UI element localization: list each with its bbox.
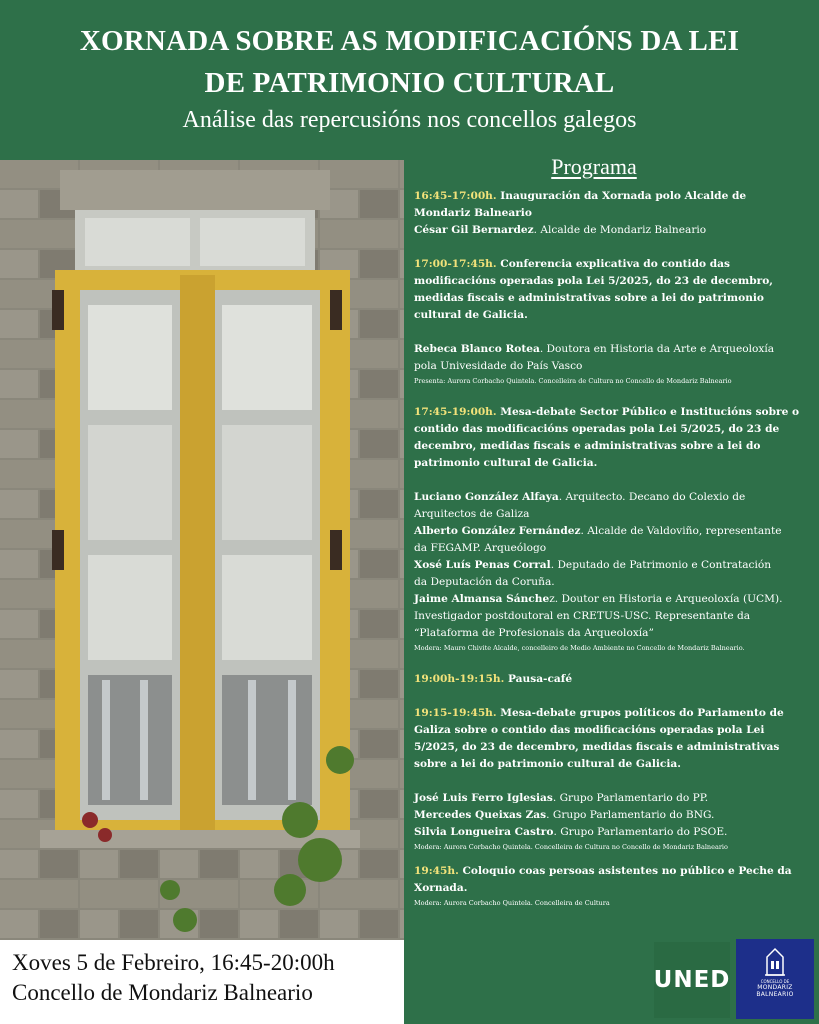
speaker-role: z. Doutor en Historia e Arqueoloxía (UCM). [549,593,783,605]
program-item-public-debate [414,404,812,472]
speaker-role: . Deputado de Patrimonio e Contratación [550,559,772,571]
speaker-role: “Plataforma de Profesionais da Arqueoloxía” [414,627,654,639]
program-title: Mesa-debate Sector Público e Institucións sobre o [500,406,800,418]
speaker-name: Mercedes Queixas Zas [414,809,547,821]
speaker-role: . Arquitecto. Decano do Colexio de [558,491,746,503]
program-item-panelists [414,489,812,654]
program-heading: Programa [551,154,637,179]
program-title: Conferencia explicativa do contido das [500,258,730,270]
window-illustration [0,160,404,940]
event-date: Xoves 5 de Febreiro, 16:45-20:00h [12,950,335,975]
program-time: 17:45-19:00h. [414,406,497,418]
speaker-name: César Gil Bernardez [414,224,534,236]
concello-logo [736,939,814,1019]
speaker-name: Silvia Longueira Castro [414,826,554,838]
speaker-role: . Alcalde de Valdoviño, representante [580,525,782,537]
concello-logo-line2: BALNEARIO [756,991,794,998]
speaker-role: . Grupo Parlamentario do PP. [552,792,709,804]
speaker-name: Luciano González Alfaya [414,491,559,503]
speaker-role: pola Univesidade do País Vasco [414,360,583,372]
moderator-note: Modera: Mauro Chivite Alcalde, concelleiro de Medio Ambiente no Concello de Mondariz Balneario. [414,644,745,652]
program-item-political-debate [414,705,812,773]
speaker-role: da FEGAMP. Arqueólogo [414,542,547,554]
program-time: 17:00-17:45h. [414,258,497,270]
event-place: Concello de Mondariz Balneario [12,980,313,1005]
program-title: decembro, medidas fiscais e administrativas sobre a lei do [414,440,761,452]
speaker-name: Jaime Almansa Sánche [414,593,550,605]
program-time: 19:00h-19:15h. [414,673,505,685]
program-item-closing [414,863,812,909]
event-title-line-2: DE PATRIMONIO CULTURAL [204,67,615,99]
event-info-box [0,940,404,1024]
speaker-role: . Grupo Parlamentario do BNG. [546,809,715,821]
speaker-name: Alberto González Fernández [414,525,581,537]
event-subtitle: Análise das repercusións nos concellos galegos [182,107,637,133]
program-title: Mondariz Balneario [414,207,532,219]
program [414,150,812,926]
speaker-role: Investigador postdoutoral en CRETUS-USC. Representante da [414,610,751,622]
program-title: contido das modificacións operadas pola Lei 5/2025, do 23 de [414,423,780,435]
event-title [40,20,779,104]
program-title: Pausa-café [507,673,573,685]
header [0,0,819,160]
window-photo [0,160,404,940]
program-title: Xornada. [414,882,468,894]
concello-logo-line1: MONDARIZ [757,984,793,991]
uned-logo [654,942,730,1018]
moderator-note: Modera: Aurora Corbacho Quintela. Concelleira de Cultura [414,899,610,907]
speaker-role: . Doutora en Historia da Arte e Arqueoloxía [539,343,775,355]
program-item-coffee-break [414,671,812,688]
program-title: Mesa-debate grupos políticos do Parlamento de [500,707,784,719]
program-title: cultural de Galicia. [414,309,528,321]
program-item-speaker [414,341,812,387]
program-title: Coloquio coas persoas asistentes no público e Peche da [462,865,792,877]
program-item-inauguration [414,188,812,239]
program-title: patrimonio cultural de Galicia. [414,457,598,469]
speaker-role: da Deputación da Coruña. [414,576,555,588]
speaker-name: Xosé Luís Penas Corral [414,559,551,571]
program-title: 5/2025, do 23 de decembro, medidas fiscais e administrativas [414,741,780,753]
program-time: 19:45h. [414,865,459,877]
program-title: medidas fiscais e administrativas sobre a lei do patrimonio [414,292,764,304]
uned-logo-text: UNED [653,967,731,993]
program-title: sobre a lei do patrimonio cultural de Galicia. [414,758,681,770]
speaker-role: Arquitectos de Galiza [414,508,530,520]
program-title: Galiza sobre o contido das modificacións operadas pola Lei [414,724,765,736]
moderator-note: Modera: Aurora Corbacho Quintela. Concelleira de Cultura no Concello de Mondariz Balneario [414,843,728,851]
speaker-name: Rebeca Blanco Rotea [414,343,540,355]
concello-logo-small: CONCELLO DE [760,979,790,984]
program-time: 19:15-19:45h. [414,707,497,719]
program-item-political-panelists [414,790,812,853]
program-title: modificacións operadas pola Lei 5/2025, do 23 de decembro, [414,275,773,287]
program-item-conference [414,256,812,324]
speaker-role: . Grupo Parlamentario do PSOE. [553,826,728,838]
building-icon [763,947,787,977]
program-time: 16:45-17:00h. [414,190,497,202]
speaker-name: José Luis Ferro Iglesias [414,792,553,804]
program-title: Inauguración da Xornada polo Alcalde de [500,190,747,202]
speaker-role: . Alcalde de Mondariz Balneario [533,224,707,236]
presenter-note: Presenta: Aurora Corbacho Quintela. Concelleira de Cultura no Concello de Mondariz Balneario [414,377,732,385]
event-title-line-1: XORNADA SOBRE AS MODIFICACIÓNS DA LEI [79,25,740,57]
